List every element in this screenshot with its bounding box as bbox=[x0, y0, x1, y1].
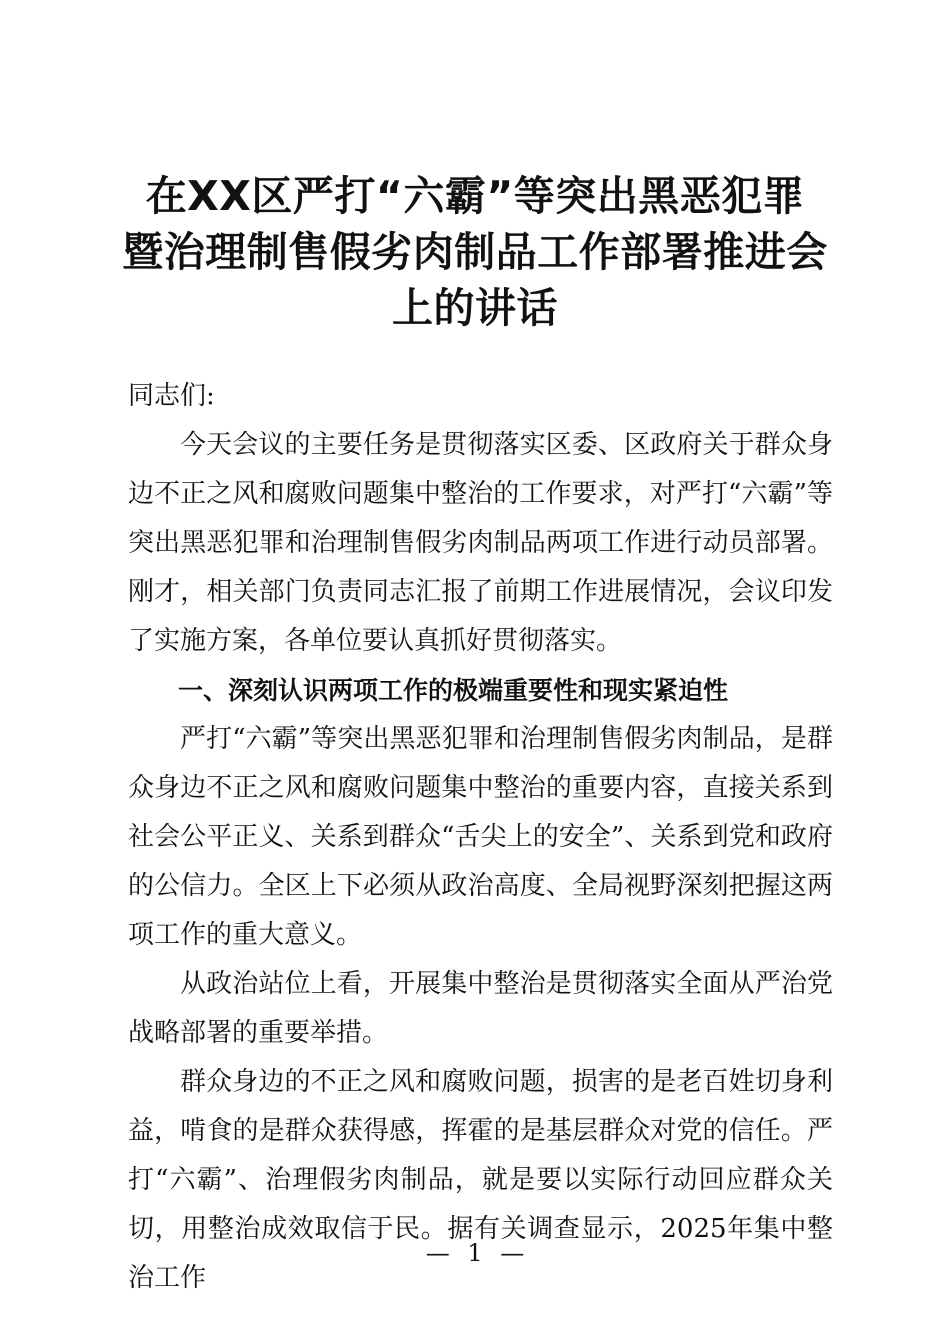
footer-right-dash: — bbox=[500, 1239, 525, 1267]
paragraph-political-stance: 从政治站位上看，开展集中整治是贯彻落实全面从严治党战略部署的重要举措。 bbox=[128, 969, 833, 1048]
section-heading-1: 一、深刻认识两项工作的极端重要性和现实紧迫性 bbox=[178, 676, 729, 705]
title-line-1: 在XX区严打“六霸”等突出黑恶犯罪 bbox=[145, 172, 805, 220]
title-line-3: 上的讲话 bbox=[392, 284, 558, 332]
title-line-2: 暨治理制售假劣肉制品工作部署推进会 bbox=[122, 228, 828, 276]
paragraph-significance: 严打“六霸”等突出黑恶犯罪和治理制售假劣肉制品，是群众身边不正之风和腐败问题集中整治的重要内容，直接关系到社会公平正义、关系到群众“舌尖上的安全”、关系到党和政府的公信力。全区上下必须从政治高度、全局视野深刻把握这两项工作的重大意义。 bbox=[128, 724, 833, 950]
paragraph-intro: 今天会议的主要任务是贯彻落实区委、区政府关于群众身边不正之风和腐败问题集中整治的工作要求，对严打“六霸”等突出黑恶犯罪和治理制售假劣肉制品两项工作进行动员部署。刚才，相关部门负责同志汇报了前期工作进展情况，会议印发了实施方案，各单位要认真抓好贯彻落实。 bbox=[128, 430, 833, 656]
document-body bbox=[128, 372, 833, 1303]
footer-left-dash: — bbox=[425, 1239, 450, 1267]
document-title bbox=[60, 168, 890, 336]
paragraph-mass-concerns: 群众身边的不正之风和腐败问题，损害的是老百姓切身利益，啃食的是群众获得感，挥霍的是基层群众对党的信任。严打“六霸”、治理假劣肉制品，就是要以实际行动回应群众关切，用整治成效取信于民。据有关调查显示，2025年集中整治工作 bbox=[128, 1067, 833, 1293]
page-number: 1 bbox=[467, 1239, 483, 1267]
salutation: 同志们: bbox=[128, 381, 215, 411]
page-footer bbox=[0, 1236, 950, 1270]
